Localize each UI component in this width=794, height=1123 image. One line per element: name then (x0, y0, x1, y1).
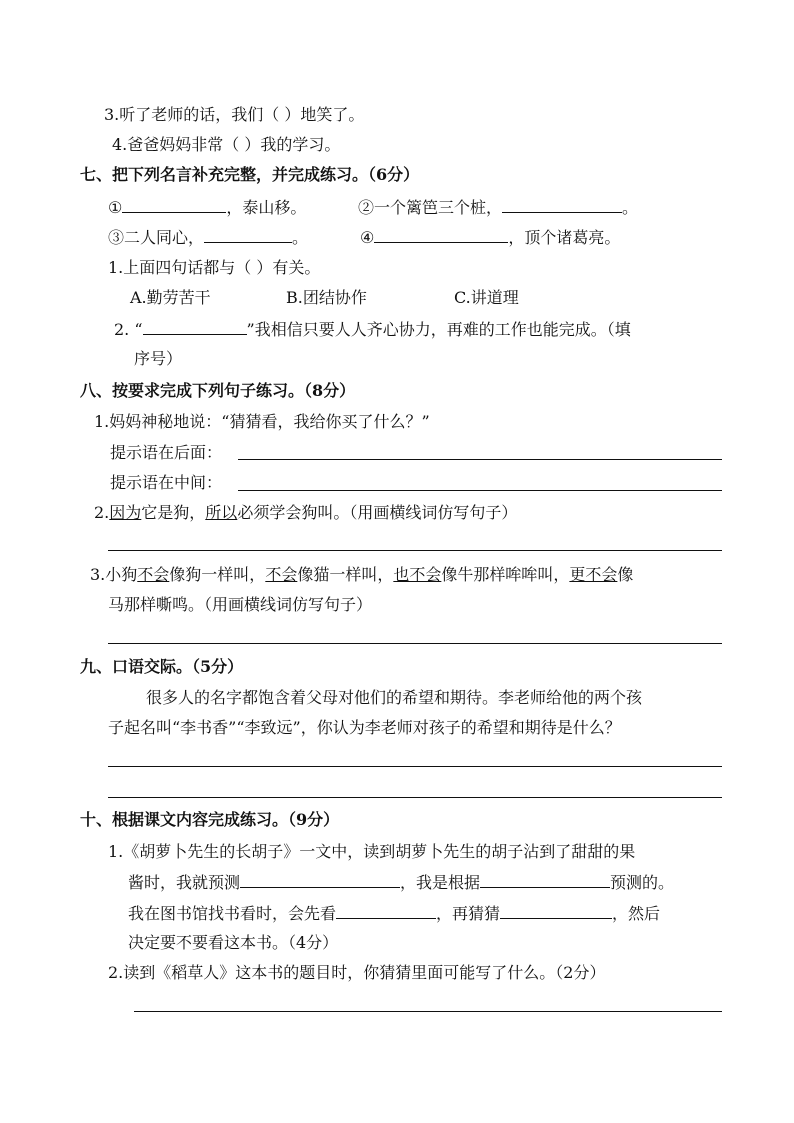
proverb-4-blank[interactable] (374, 227, 508, 243)
sentence-2-answer-line[interactable] (108, 550, 722, 551)
q9-answer-line-1[interactable] (108, 766, 722, 767)
q7-option-a[interactable]: A.勤劳苦干 (130, 288, 211, 307)
q7-proverb-2: ②一个篱笆三个桩， 。 (358, 198, 639, 217)
q8-sentence-3-cont: 马那样嘶鸣。（用画横线词仿写句子） (108, 595, 373, 614)
q9-paragraph-1: 很多人的名字都饱含着父母对他们的希望和期待。李老师给他的两个孩 (146, 688, 643, 707)
hint-middle-answer-line[interactable] (238, 490, 722, 491)
q7-sub-1: 1.上面四句话都与（ ）有关。 (108, 258, 321, 277)
q7-option-b[interactable]: B.团结协作 (286, 288, 367, 307)
q7-sub-2-cont: 序号） (134, 349, 183, 368)
guess-blank[interactable] (500, 903, 612, 919)
look-first-blank[interactable] (336, 903, 436, 919)
q8-sentence-2: 2.因为它是狗，所以必须学会狗叫。（用画横线词仿写句子） (94, 503, 518, 522)
q10-line-4: 决定要不要看这本书。（4分） (128, 933, 339, 952)
q8-sentence-1: 1.妈妈神秘地说：“猜猜看，我给你买了什么？” (94, 412, 430, 431)
q6-item-3: 3.听了老师的话，我们（ ）地笑了。 (104, 105, 365, 124)
sub2-blank[interactable] (143, 319, 247, 335)
q6-item-4: 4.爸爸妈妈非常（ ）我的学习。 (112, 135, 341, 154)
q8-title: 八、按要求完成下列句子练习。（8分） (80, 381, 356, 400)
q10-line-2: 酱时，我就预测 ，我是根据 预测的。 (128, 873, 675, 892)
q10-line-1: 1.《胡萝卜先生的长胡子》一文中，读到胡萝卜先生的胡子沾到了甜甜的果 (108, 842, 636, 861)
q10-line-5: 2.读到《稻草人》这本书的题目时，你猜猜里面可能写了什么。（2分） (108, 963, 606, 982)
q7-title: 七、把下列名言补充完整，并完成练习。（6分） (80, 165, 420, 184)
q7-proverb-1: ① ，泰山移。 (108, 198, 307, 217)
q7-proverb-4: ④ ，顶个诸葛亮。 (360, 228, 621, 247)
q9-title: 九、口语交际。（5分） (80, 657, 244, 676)
sentence-3-answer-line[interactable] (108, 643, 722, 644)
q7-option-c[interactable]: C.讲道理 (454, 288, 519, 307)
hint-middle-label: 提示语在中间： (110, 473, 223, 492)
proverb-2-blank[interactable] (502, 197, 622, 213)
hint-after-label: 提示语在后面： (110, 443, 223, 462)
basis-blank[interactable] (480, 872, 610, 888)
circled-one-icon: ① (108, 198, 123, 217)
q10-line-3: 我在图书馆找书看时，会先看 ，再猜猜 ，然后 (128, 904, 661, 923)
proverb-1-blank[interactable] (122, 197, 226, 213)
q10-answer-line[interactable] (134, 1011, 722, 1012)
q7-proverb-3: ③二人同心， 。 (108, 228, 309, 247)
circled-four-icon: ④ (360, 228, 375, 247)
q7-sub-2: 2. “ ”我相信只要人人齐心协力，再难的工作也能完成。（填 (114, 320, 631, 339)
predict-blank[interactable] (240, 872, 400, 888)
q9-answer-line-2[interactable] (108, 797, 722, 798)
q8-sentence-3: 3.小狗不会像狗一样叫，不会像猫一样叫，也不会像牛那样哞哞叫，更不会像 (90, 565, 634, 584)
q10-title: 十、根据课文内容完成练习。（9分） (80, 810, 340, 829)
q9-paragraph-2: 子起名叫“李书香”“李致远”，你认为李老师对孩子的希望和期待是什么？ (108, 718, 621, 737)
proverb-3-blank[interactable] (204, 227, 292, 243)
hint-after-answer-line[interactable] (238, 459, 722, 460)
